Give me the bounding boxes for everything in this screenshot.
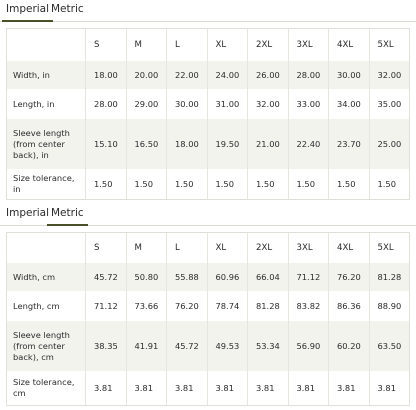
table-cell: 19.50: [207, 119, 248, 169]
tab-metric[interactable]: Metric: [51, 207, 84, 219]
size-header-3xl: 3XL: [288, 233, 329, 263]
table-cell: 18.00: [166, 119, 207, 169]
table-row: [7, 291, 409, 321]
table-cell: 1.50: [328, 169, 369, 199]
table-cell: 3.81: [166, 371, 207, 405]
table-cell: 55.88: [166, 263, 207, 291]
table-cell: 3.81: [288, 371, 329, 405]
size-header-xl: XL: [207, 233, 248, 263]
size-header-m: M: [126, 233, 167, 263]
table-cell: 49.53: [207, 321, 248, 371]
size-header-2xl: 2XL: [247, 233, 288, 263]
row-label: Sleeve length (from center back), in: [13, 127, 70, 160]
tab-imperial[interactable]: Imperial: [6, 207, 50, 219]
table-cell: 83.82: [288, 291, 329, 321]
table-cell: 28.00: [288, 61, 329, 89]
row-label: Width, in: [13, 69, 50, 80]
row-label: Sleeve length (from center back), cm: [13, 329, 70, 362]
table-cell: 66.04: [247, 263, 288, 291]
table-cell: 25.00: [369, 119, 410, 169]
table-cell: 50.80: [126, 263, 167, 291]
table-cell: 60.96: [207, 263, 248, 291]
table-row: [7, 119, 409, 169]
metric-size-table: [6, 232, 410, 406]
table-cell: 29.00: [126, 89, 167, 119]
table-cell: 1.50: [288, 169, 329, 199]
table-row: [7, 89, 409, 119]
table-cell: 41.91: [126, 321, 167, 371]
table-cell: 60.20: [328, 321, 369, 371]
table-cell: 81.28: [369, 263, 410, 291]
table-cell: 1.50: [247, 169, 288, 199]
size-header-xl: XL: [207, 29, 248, 61]
table-cell: 18.00: [85, 61, 126, 89]
table-cell: 22.00: [166, 61, 207, 89]
table-cell: 71.12: [85, 291, 126, 321]
table-cell: 3.81: [369, 371, 410, 405]
table-cell: 30.00: [328, 61, 369, 89]
table-cell: 1.50: [166, 169, 207, 199]
table-cell: 34.00: [328, 89, 369, 119]
size-header-4xl: 4XL: [328, 29, 369, 61]
table-cell: 1.50: [369, 169, 410, 199]
table-cell: 38.35: [85, 321, 126, 371]
size-header-l: L: [166, 29, 207, 61]
tab-imperial[interactable]: Imperial: [6, 3, 50, 15]
table-cell: 78.74: [207, 291, 248, 321]
size-header-m: M: [126, 29, 167, 61]
table-cell: 88.90: [369, 291, 410, 321]
imperial-size-table: [6, 28, 410, 200]
header-corner-cell: [7, 233, 85, 263]
table-cell: 28.00: [85, 89, 126, 119]
row-label: Width, cm: [13, 271, 56, 282]
table-cell: 16.50: [126, 119, 167, 169]
header-corner-cell: [7, 29, 85, 61]
table-cell: 76.20: [328, 263, 369, 291]
metric-tabbar: [0, 204, 416, 226]
size-header-s: S: [85, 29, 126, 61]
table-cell: 32.00: [247, 89, 288, 119]
table-cell: 1.50: [85, 169, 126, 199]
table-row: [7, 371, 409, 405]
table-cell: 73.66: [126, 291, 167, 321]
size-header-2xl: 2XL: [247, 29, 288, 61]
size-header-5xl: 5XL: [369, 29, 410, 61]
row-label: Size tolerance, in: [13, 173, 75, 194]
size-header-3xl: 3XL: [288, 29, 329, 61]
table-row: [7, 61, 409, 89]
table-cell: 1.50: [207, 169, 248, 199]
row-label: Length, in: [13, 98, 55, 109]
table-cell: 56.90: [288, 321, 329, 371]
table-cell: 30.00: [166, 89, 207, 119]
table-cell: 31.00: [207, 89, 248, 119]
table-cell: 3.81: [126, 371, 167, 405]
table-row: [7, 263, 409, 291]
table-cell: 45.72: [85, 263, 126, 291]
table-cell: 35.00: [369, 89, 410, 119]
size-header-s: S: [85, 233, 126, 263]
row-label: Size tolerance, cm: [13, 377, 75, 398]
table-cell: 20.00: [126, 61, 167, 89]
table-cell: 22.40: [288, 119, 329, 169]
table-cell: 15.10: [85, 119, 126, 169]
table-header-row: [7, 233, 409, 263]
table-cell: 53.34: [247, 321, 288, 371]
tab-metric[interactable]: Metric: [51, 3, 84, 15]
table-header-row: [7, 29, 409, 61]
table-row: [7, 321, 409, 371]
table-cell: 1.50: [126, 169, 167, 199]
table-cell: 76.20: [166, 291, 207, 321]
imperial-tabbar: [0, 0, 416, 22]
table-cell: 3.81: [85, 371, 126, 405]
table-cell: 63.50: [369, 321, 410, 371]
table-cell: 86.36: [328, 291, 369, 321]
table-row: [7, 169, 409, 199]
table-cell: 24.00: [207, 61, 248, 89]
table-cell: 32.00: [369, 61, 410, 89]
row-label: Length, cm: [13, 300, 60, 311]
table-cell: 71.12: [288, 263, 329, 291]
size-header-5xl: 5XL: [369, 233, 410, 263]
table-cell: 45.72: [166, 321, 207, 371]
table-cell: 3.81: [247, 371, 288, 405]
table-cell: 3.81: [207, 371, 248, 405]
size-header-4xl: 4XL: [328, 233, 369, 263]
table-cell: 33.00: [288, 89, 329, 119]
table-cell: 26.00: [247, 61, 288, 89]
table-cell: 3.81: [328, 371, 369, 405]
table-cell: 81.28: [247, 291, 288, 321]
table-cell: 23.70: [328, 119, 369, 169]
table-cell: 21.00: [247, 119, 288, 169]
size-header-l: L: [166, 233, 207, 263]
